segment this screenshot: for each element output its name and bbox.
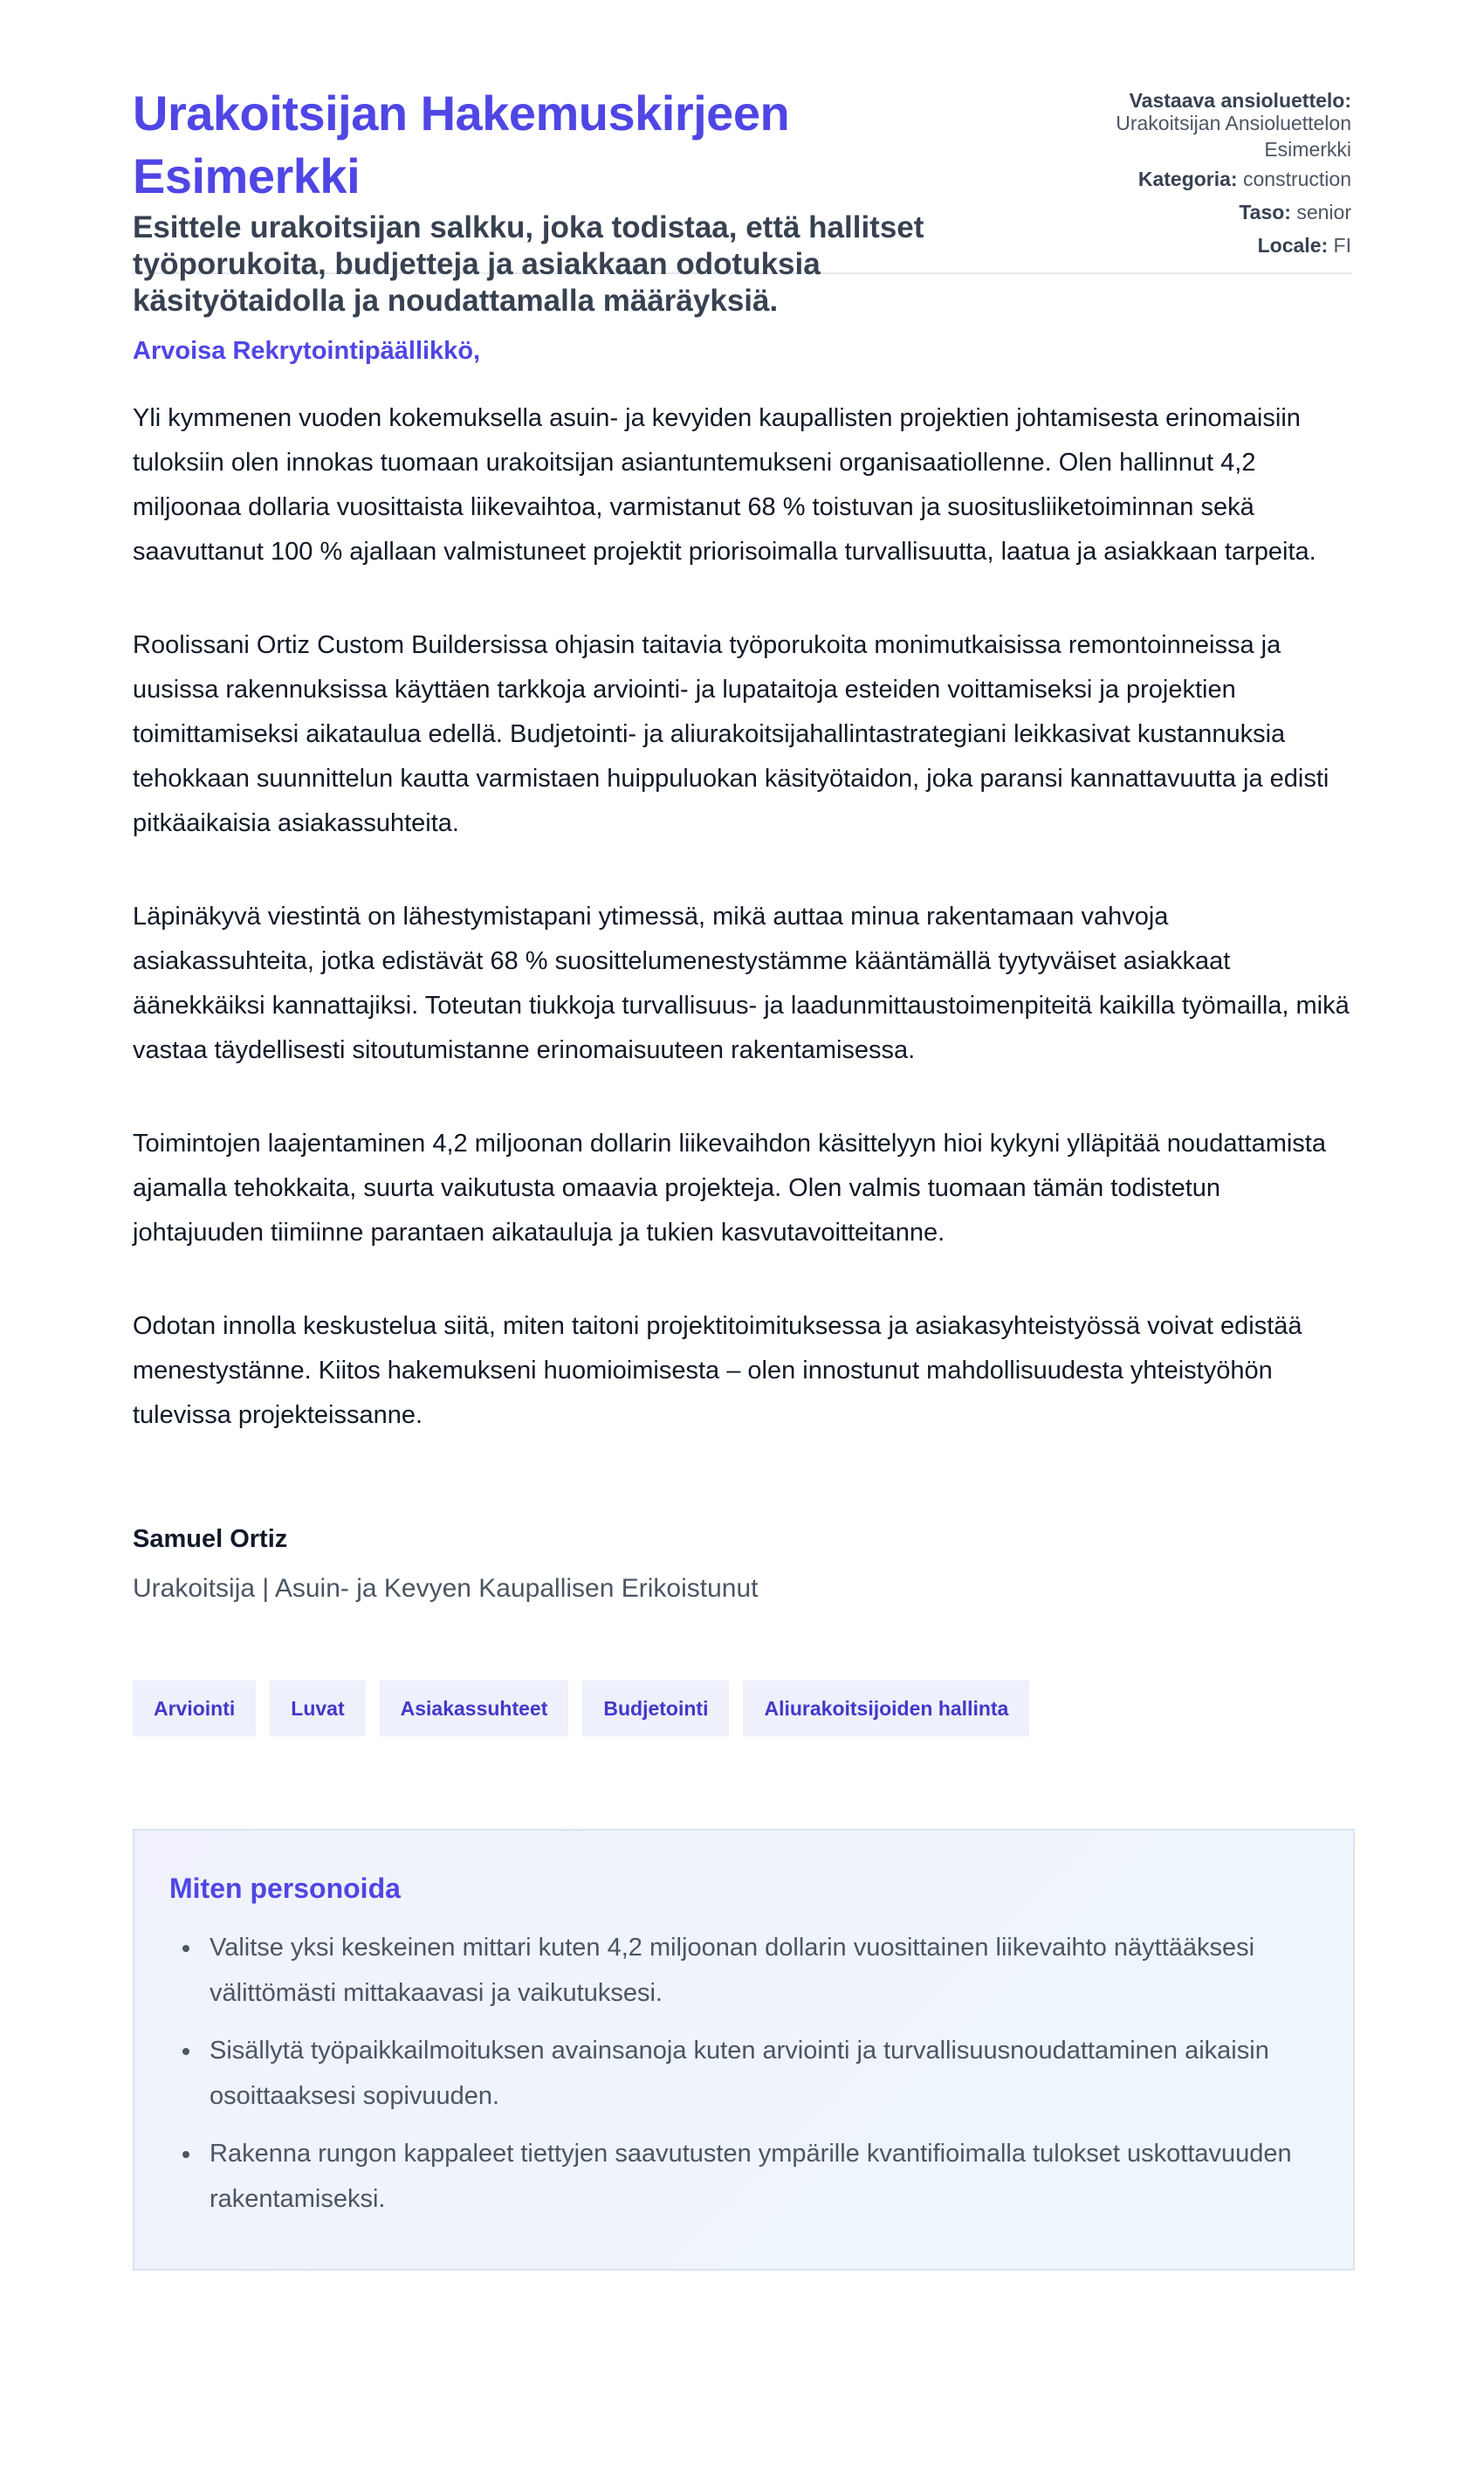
tips-list <box>169 1925 1318 2222</box>
meta-locale: Locale: FI <box>1257 234 1351 257</box>
letter-paragraph: Läpinäkyvä viestintä on lähestymistapani ytimessä, mikä auttaa minua rakentamaan vahvoja asiakassuhteita, jotka edistävät 68 % suosittelumenestystämme kääntämällä tyytyväiset asiakkaat äänekkäiksi kannattajiksi. Toteutan tiukkoja turvallisuus- ja laadunmittaustoimenpiteitä kaikilla työmailla, mikä vastaa täydellisesti sitoutumistanne erinomaisuuteen rakentamisessa. <box>133 903 1350 1064</box>
page-title: Urakoitsijan Hakemuskirjeen Esimerkki <box>133 86 790 203</box>
skill-tag[interactable]: Aliurakoitsijoiden hallinta <box>743 1680 1029 1736</box>
meta-resume-label: Vastaava ansioluettelo: <box>1129 89 1351 112</box>
personalization-tips <box>133 1829 1355 2271</box>
title-block <box>133 82 1006 320</box>
meta-category-value: construction <box>1242 168 1351 190</box>
skill-tag[interactable]: Arviointi <box>133 1680 256 1736</box>
signature-name: Samuel Ortiz <box>133 1525 288 1553</box>
letter-paragraph: Odotan innolla keskustelua siitä, miten taitoni projektitoimituksessa ja asiakasyhteistyössä voivat edistää menestystänne. Kiitos hakemukseni huomioimisesta – olen innostunut mahdollisuudesta yhteistyöhön tulevissa projekteissanne. <box>133 1312 1302 1429</box>
meta-resume-value[interactable]: Urakoitsijan Ansioluettelon Esimerkki <box>1116 112 1351 161</box>
tip-item: • Rakenna rungon kappaleet tiettyjen saavutusten ympärille kvantifioimalla tulokset uskottavuuden rakentamiseksi. <box>203 2131 1318 2222</box>
meta-locale-value: FI <box>1333 234 1351 257</box>
page-subtitle: Esittele urakoitsijan salkku, joka todistaa, että hallitset työporukoita, budjetteja ja asiakkaan odotuksia käsityötaidolla ja noudattamalla määräyksiä. <box>133 210 924 318</box>
letter-paragraph: Yli kymmenen vuoden kokemuksella asuin- ja kevyiden kaupallisten projektien johtamisesta erinomaisiin tuloksiin olen innokas tuomaan urakoitsijan asiantuntemukseni organisaatiollenne. Olen hallinnut 4,2 miljoonaa dollaria vuosittaista liikevaihtoa, varmistanut 68 % toistuvan ja suositusliiketoiminnan sekä saavuttanut 100 % ajallaan valmistuneet projektit priorisoimalla turvallisuutta, laatua ja asiakkaan tarpeita. <box>133 404 1316 566</box>
document-meta <box>1037 84 1351 262</box>
skill-tag[interactable]: Asiakassuhteet <box>380 1680 569 1736</box>
skill-tag[interactable]: Budjetointi <box>582 1680 729 1736</box>
letter-greeting: Arvoisa Rekrytointipäällikkö, <box>133 337 481 365</box>
document-header <box>133 0 1351 318</box>
letter-paragraph: Roolissani Ortiz Custom Buildersissa ohjasin taitavia työporukoita monimutkaisissa remontoinneissa ja uusissa rakennuksissa käyttäen tarkkoja arviointi- ja lupataitoja esteiden voittamiseksi ja projektien toimittamiseksi aikataulua edellä. Budjetointi- ja aliurakoitsijahallintastrategiani leikkasivat kustannuksia tehokkaan suunnittelun kautta varmistaen huippuluokan käsityötaidon, joka paransi kannattavuutta ja edisti pitkäaikaisia asiakassuhteita. <box>133 631 1329 837</box>
meta-level: Taso: senior <box>1239 201 1351 223</box>
meta-level-value: senior <box>1296 201 1351 223</box>
tip-item: • Sisällytä työpaikkailmoituksen avainsanoja kuten arviointi ja turvallisuusnoudattaminen aikaisin osoittaaksesi sopivuuden. <box>203 2028 1318 2119</box>
tips-heading: Miten personoida <box>169 1873 401 1904</box>
tip-item: • Valitse yksi keskeinen mittari kuten 4,2 miljoonan dollarin vuosittainen liikevaihto näyttääksesi välittömästi mittakaavasi ja vaikutuksesi. <box>203 1925 1318 2016</box>
letter-body <box>133 396 1351 1438</box>
signature-title: Urakoitsija | Asuin- ja Kevyen Kaupallisen Erikoistunut <box>133 1574 759 1603</box>
letter-paragraph: Toimintojen laajentaminen 4,2 miljoonan dollarin liikevaihdon käsittelyyn hioi kykyni ylläpitää noudattamista ajamalla tehokkaita, suurta vaikutusta omaavia projekteja. Olen valmis tuomaan tämän todistetun johtajuuden tiimiinne parantaen aikatauluja ja tukien kasvutavoitteitanne. <box>133 1130 1326 1247</box>
meta-category: Kategoria: construction <box>1137 168 1351 190</box>
skill-tag[interactable]: Luvat <box>270 1680 365 1736</box>
skill-tags <box>133 1680 1351 1736</box>
